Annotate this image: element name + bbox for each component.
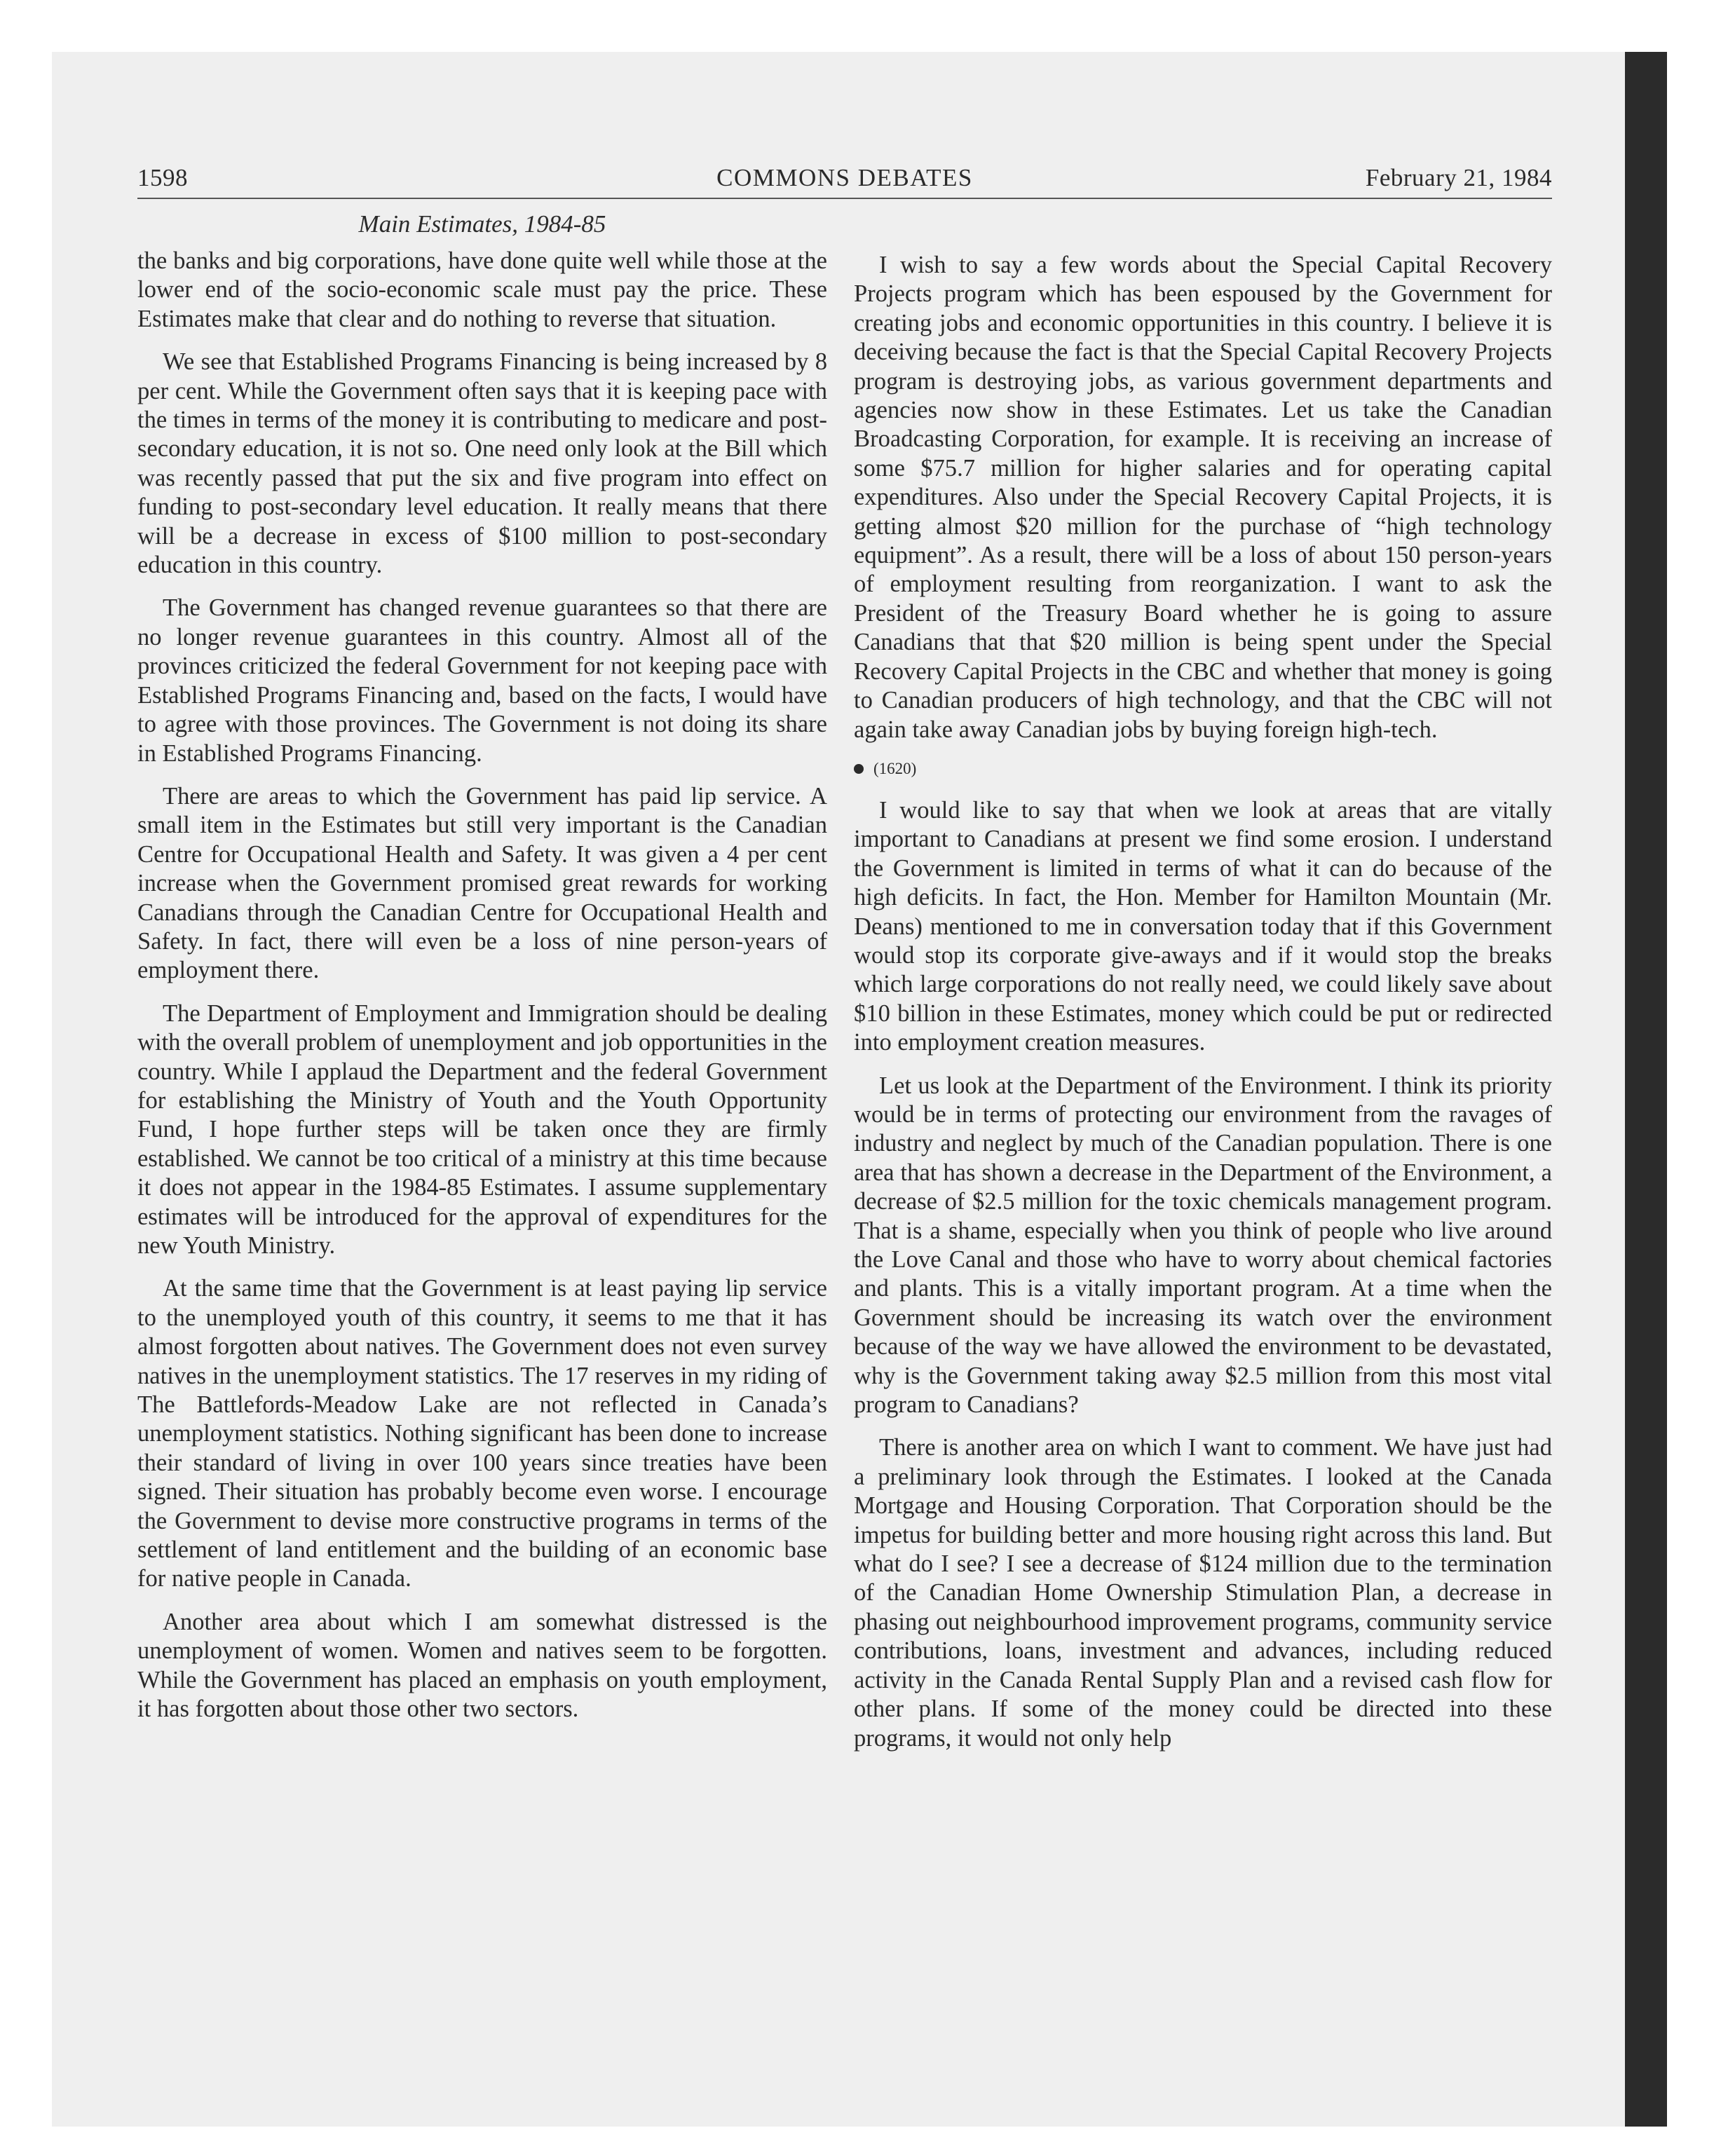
paragraph: I would like to say that when we look at areas that are vitally important to Canadians at present we find some erosion. I understand the Government is limited in terms of what it can do because of the high deficits. In fact, the Hon. Member for Hamilton Mountain (Mr. Deans) mentioned to me in conversation today that if this Government would stop its corporate give-aways and if it would stop the breaks which large corporations do not really need, we could likely save about $10 billion in these Estimates, money which could be put or redirected into employment creation measures. (854, 796, 1552, 1056)
header-rule (137, 198, 1552, 199)
scan-edge-shadow (1625, 52, 1667, 2127)
publication-title: COMMONS DEBATES (716, 164, 973, 191)
paragraph: There are areas to which the Government has paid lip service. A small item in the Estimates but still very important is the Canadian Centre for Occupational Health and Safety. It was given a 4 per cent increase when the Government promised great rewards for working Canadians through the Canadian Centre for Occupational Health and Safety. In fact, there will even be a loss of nine person-years of employment there. (137, 782, 827, 984)
paragraph: There is another area on which I want to comment. We have just had a preliminary look through the Estimates. I looked at the Canada Mortgage and Housing Corporation. That Corporation should be the impetus for building better and more housing right across this land. But what do I see? I see a decrease of $124 million due to the termination of the Canadian Home Ownership Stimulation Plan, a decrease in phasing out neighbourhood improvement programs, community service contributions, loans, investment and advances, including reduced activity in the Canada Rental Supply Plan and a revised cash flow for other plans. If some of the money could be directed into these programs, it would not only help (854, 1434, 1552, 1752)
paragraph: The Government has changed revenue guarantees so that there are no longer revenue guarantees in this country. Almost all of the provinces criticized the federal Government for not keeping pace with Established Programs Financing and, based on the facts, I would have to agree with those provinces. The Government is not doing its share in Established Programs Financing. (137, 594, 827, 767)
bullet-icon (854, 764, 864, 774)
running-head: Main Estimates, 1984-85 (358, 210, 606, 238)
page-header (137, 164, 1552, 198)
page-number: 1598 (137, 164, 188, 191)
paragraph: Another area about which I am somewhat distressed is the unemployment of women. Women and natives seem to be forgotten. While the Government has placed an emphasis on youth employment, it has forgotten about those other two sectors. (137, 1608, 827, 1723)
publication-date: February 21, 1984 (1365, 164, 1552, 191)
paragraph: I wish to say a few words about the Special Capital Recovery Projects program which has been espoused by the Government for creating jobs and economic opportunities in this country. I believe it is deceiving because the fact is that the Special Capital Recovery Projects program is destroying jobs, as various government departments and agencies now show in these Estimates. Let us take the Canadian Broadcasting Corporation, for example. It is receiving an increase of some $75.7 million for higher salaries and for operating capital expenditures. Also under the Special Recovery Capital Projects, it is getting almost $20 million for the purchase of “high technology equipment”. As a result, there will be a loss of about 150 person-years of employment resulting from reorganization. I want to ask the President of the Treasury Board whether he is going to assure Canadians that that $20 million is being spent under the Special Recovery Capital Projects in the CBC and whether that money is going to Canadian producers of high technology, and that the CBC will not again take away Canadian jobs by buying foreign high-tech. (854, 252, 1552, 743)
paragraph: We see that Established Programs Financing is being increased by 8 per cent. While the Government often says that it is keeping pace with the times in terms of the money it is contributing to medicare and post-secondary education, it is not so. One need only look at the Bill which was recently passed that put the six and five program into effect on funding to post-secondary level education. It really means that there will be a decrease in excess of $100 million to post-secondary education in this country. (137, 348, 827, 579)
right-column (854, 251, 1552, 1767)
time-marker (854, 758, 1552, 779)
left-column (137, 247, 827, 1738)
paragraph: At the same time that the Government is at least paying lip service to the unemployed youth of this country, it seems to me that it has almost forgotten about natives. The Government does not even survey natives in the unemployment statistics. The 17 reserves in my riding of The Battlefords-Meadow Lake are not reflected in Canada’s unemployment statistics. Nothing significant has been done to increase their standard of living in over 100 years since treaties have been signed. Their situation has probably become even worse. I encourage the Government to devise more constructive programs in terms of the settlement of land entitlement and the building of an economic base for native people in Canada. (137, 1275, 827, 1592)
time-marker-label: (1620) (873, 759, 917, 777)
paragraph: the banks and big corporations, have done quite well while those at the lower end of the socio-economic scale must pay the price. These Estimates make that clear and do nothing to reverse that situation. (137, 247, 827, 332)
paragraph: Let us look at the Department of the Environment. I think its priority would be in terms of protecting our environment from the ravages of industry and neglect by much of the Canadian population. There is one area that has shown a decrease in the Department of the Environment, a decrease of $2.5 million for the toxic chemicals management program. That is a shame, especially when you think of people who live around the Love Canal and those who have to worry about chemical factories and plants. This is a vitally important program. At a time when the Government should be increasing its watch over the environment because of the way we have allowed the environment to be devastated, why is the Government taking away $2.5 million from this most vital program to Canadians? (854, 1072, 1552, 1419)
paragraph: The Department of Employment and Immigration should be dealing with the overall problem of unemployment and job opportunities in the country. While I applaud the Department and the federal Government for establishing the Ministry of Youth and the Youth Opportunity Fund, I hope further steps will be taken once they are firmly established. We cannot be too critical of a ministry at this time because it does not appear in the 1984-85 Estimates. I assume supplementary estimates will be introduced for the approval of expenditures for the new Youth Ministry. (137, 999, 827, 1259)
